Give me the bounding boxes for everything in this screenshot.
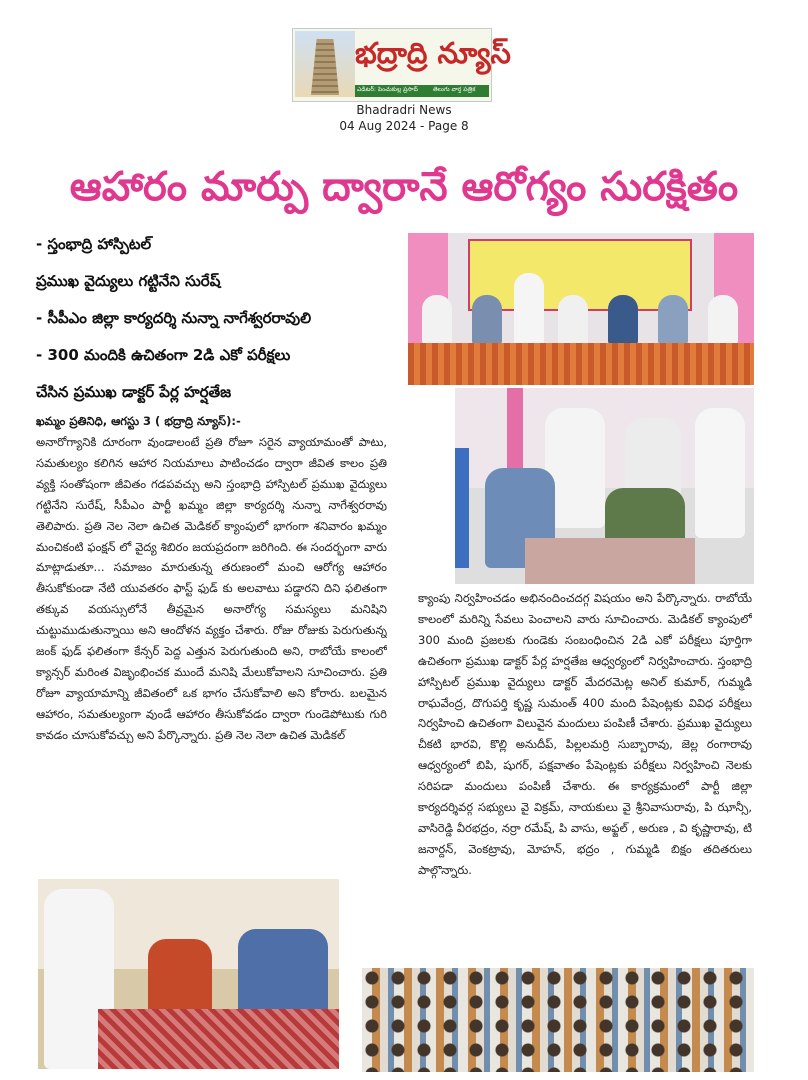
article-body-column-2: క్యాంపు నిర్వహించడం అభినందించదగ్గ విషయం అని పేర్కొన్నారు. రాబోయే కాలంలో మరిన్ని సేవలు పెంచాలని వారు సూచించారు. మెడికల్ క్యాంపులో 300 మంది ప్రజలకు గుండెకు సంబంధించిన 2డి ఎకో పరీక్షలు పూర్తిగా ఉచితంగా ప్రముఖ డాక్టర్ పేర్ల హర్షతేజ ఆధ్వర్యంలో నిర్వహించారు. స్తంభాద్రి హాస్పిటల్ ప్రముఖ వైద్యులు డాక్టర్ మేదరమెట్ల అనిల్ కుమార్, గుమ్మడి రాఘవేంద్ర, దొగుపర్తి కృష్ణ సుమంత్ 400 మంది పేషెంట్లకు వివిధ పరీక్షలు నిర్వహించి ఉచితంగా విలువైన మందులు పంపిణీ చేశారు. ప్రముఖ వైద్యులు చీకటి భారవి, కొల్లి అనుదీప్, పిల్లలమర్రి సుబ్బారావు, జెల్ల రంగారావు ఆధ్వర్యంలో బిపి, షుగర్, పక్షవాతం పేషెంట్లకు పరీక్షలు నిర్వహించి నెలకు సరిపడా మందులు పంపిణీ చేశారు. ఈ కార్యక్రమంలో పార్టీ జిల్లా కార్యదర్శివర్గ సభ్యులు వై విక్రమ్, నాయకులు వై శ్రీనివాసురావు, పి ఝాన్సీ, వాసిరెడ్డి వీరభద్రం, నర్రా రమేష్, పి వాసు, అఫ్జల్ , అరుణ , వి కృష్ణారావు, టి జనార్దన్, వెంకట్రావు, మోహన్, భద్రం , గుమ్మడి బిక్షం తదితరులు పాల్గొన్నారు. <box>418 591 752 877</box>
article-body-column-1: అనారోగ్యానికి దూరంగా వుండాలంటే ప్రతి రోజూ సరైన వ్యాయామంతో పాటు, సమతుల్యం కలిగిన ఆహార నియమాలు పాటించడం ద్వారా జీవిత కాలం ప్రతి వ్యక్తి సంతోషంగా జీవితం గడపవచ్చు అని స్తంభాద్రి హాస్పిటల్ ప్రముఖ వైద్యులు గట్టినేని సురేష్, సీపీఎం పార్టీ ఖమ్మం జిల్లా కార్యదర్శి నున్నా నాగేశ్వరరావు తెలిపారు. ప్రతి నెల నెలా ఉచిత మెడికల్ క్యాంపులో భాగంగా శనివారం ఖమ్మం మంచికంటి ఫంక్షన్ లో వైద్య శిబిరం జయప్రదంగా జరిగింది. ఈ సందర్భంగా వారు మాట్లాడుతూ... సమాజం మారుతున్న తరుణంలో మంచి ఆరోగ్య ఆహారం తీసుకోకుండా నేటి యువతరం ఫాస్ట్ ఫుడ్ కు అలవాటు పడ్డారని దిని ఫలితంగా తక్కువ వయస్సులోనే తీవ్రమైన అనారోగ్య సమస్యలు మనిషిని చుట్టుముడుతున్నాయి అని ఆందోళన వ్యక్తం చేశారు. రోజు రోజుకు పెరుగుతున్న జంక్ ఫుడ్ ఫలితంగా కేన్సర్ పెద్ద ఎత్తున పెరుగుతుంది అని, రాబోయే కాలంలో క్యాన్సర్ మరింత విజృంభించక ముందే మనిషి మేలుకోవాలని సూచించారు. ప్రతి రోజూ వ్యాయామాన్ని జీవితంలో ఒక భాగం చేసుకోవాలి అని కోరారు. బలమైన ఆహారం, సమతుల్యంగా వుండే ఆహారం తీసుకోవడం ద్వారా గుండెపోటుకు గురి కావడం చూసుకోవచ్చు అని పేర్కొన్నారు. ప్రతి నెల నెలా ఉచిత మెడికల్ <box>36 435 387 742</box>
doctor-consultation-photo <box>455 388 754 584</box>
highlight-item: చేసిన ప్రముఖ డాక్టర్ పేర్ల హర్షతేజ <box>36 383 232 401</box>
article-headline: ఆహారం మార్పు ద్వారానే ఆరోగ్యం సురక్షితం <box>69 164 739 210</box>
highlight-item: - 300 మందికి ఉచితంగా 2డి ఎకో పరీక్షలు <box>36 346 291 364</box>
masthead-logo <box>292 28 511 102</box>
highlight-item: - స్తంభాద్రి హాస్పిటల్ <box>36 235 152 253</box>
publication-date-page: 04 Aug 2024 - Page 8 <box>339 119 469 133</box>
highlight-item: - సీపీఎం జిల్లా కార్యదర్శి నున్నా నాగేశ్వరరావులి <box>36 309 312 327</box>
highlight-item: ప్రముఖ వైద్యులు గట్టినేని సురేష్ <box>36 272 221 290</box>
audience-crowd-photo <box>362 968 754 1072</box>
masthead-tagline-right: తెలుగు వార్త పత్రిక <box>433 86 476 93</box>
article-dateline: ఖమ్మం ప్రతినిధి, ఆగస్టు 3 ( భద్రాద్రి న్యూస్):- <box>36 414 241 428</box>
masthead-title: భద్రాద్రి న్యూస్ <box>355 36 511 70</box>
patient-checkup-photo <box>38 879 339 1069</box>
stage-dignitaries-photo <box>408 233 754 385</box>
temple-gopuram-image <box>295 31 355 97</box>
masthead-tagline-left: ఎడిటర్: పెంచుకుల్ల ప్రసాద్ <box>357 86 418 93</box>
publication-name: Bhadradri News <box>356 103 452 117</box>
highlights-list <box>36 233 406 418</box>
